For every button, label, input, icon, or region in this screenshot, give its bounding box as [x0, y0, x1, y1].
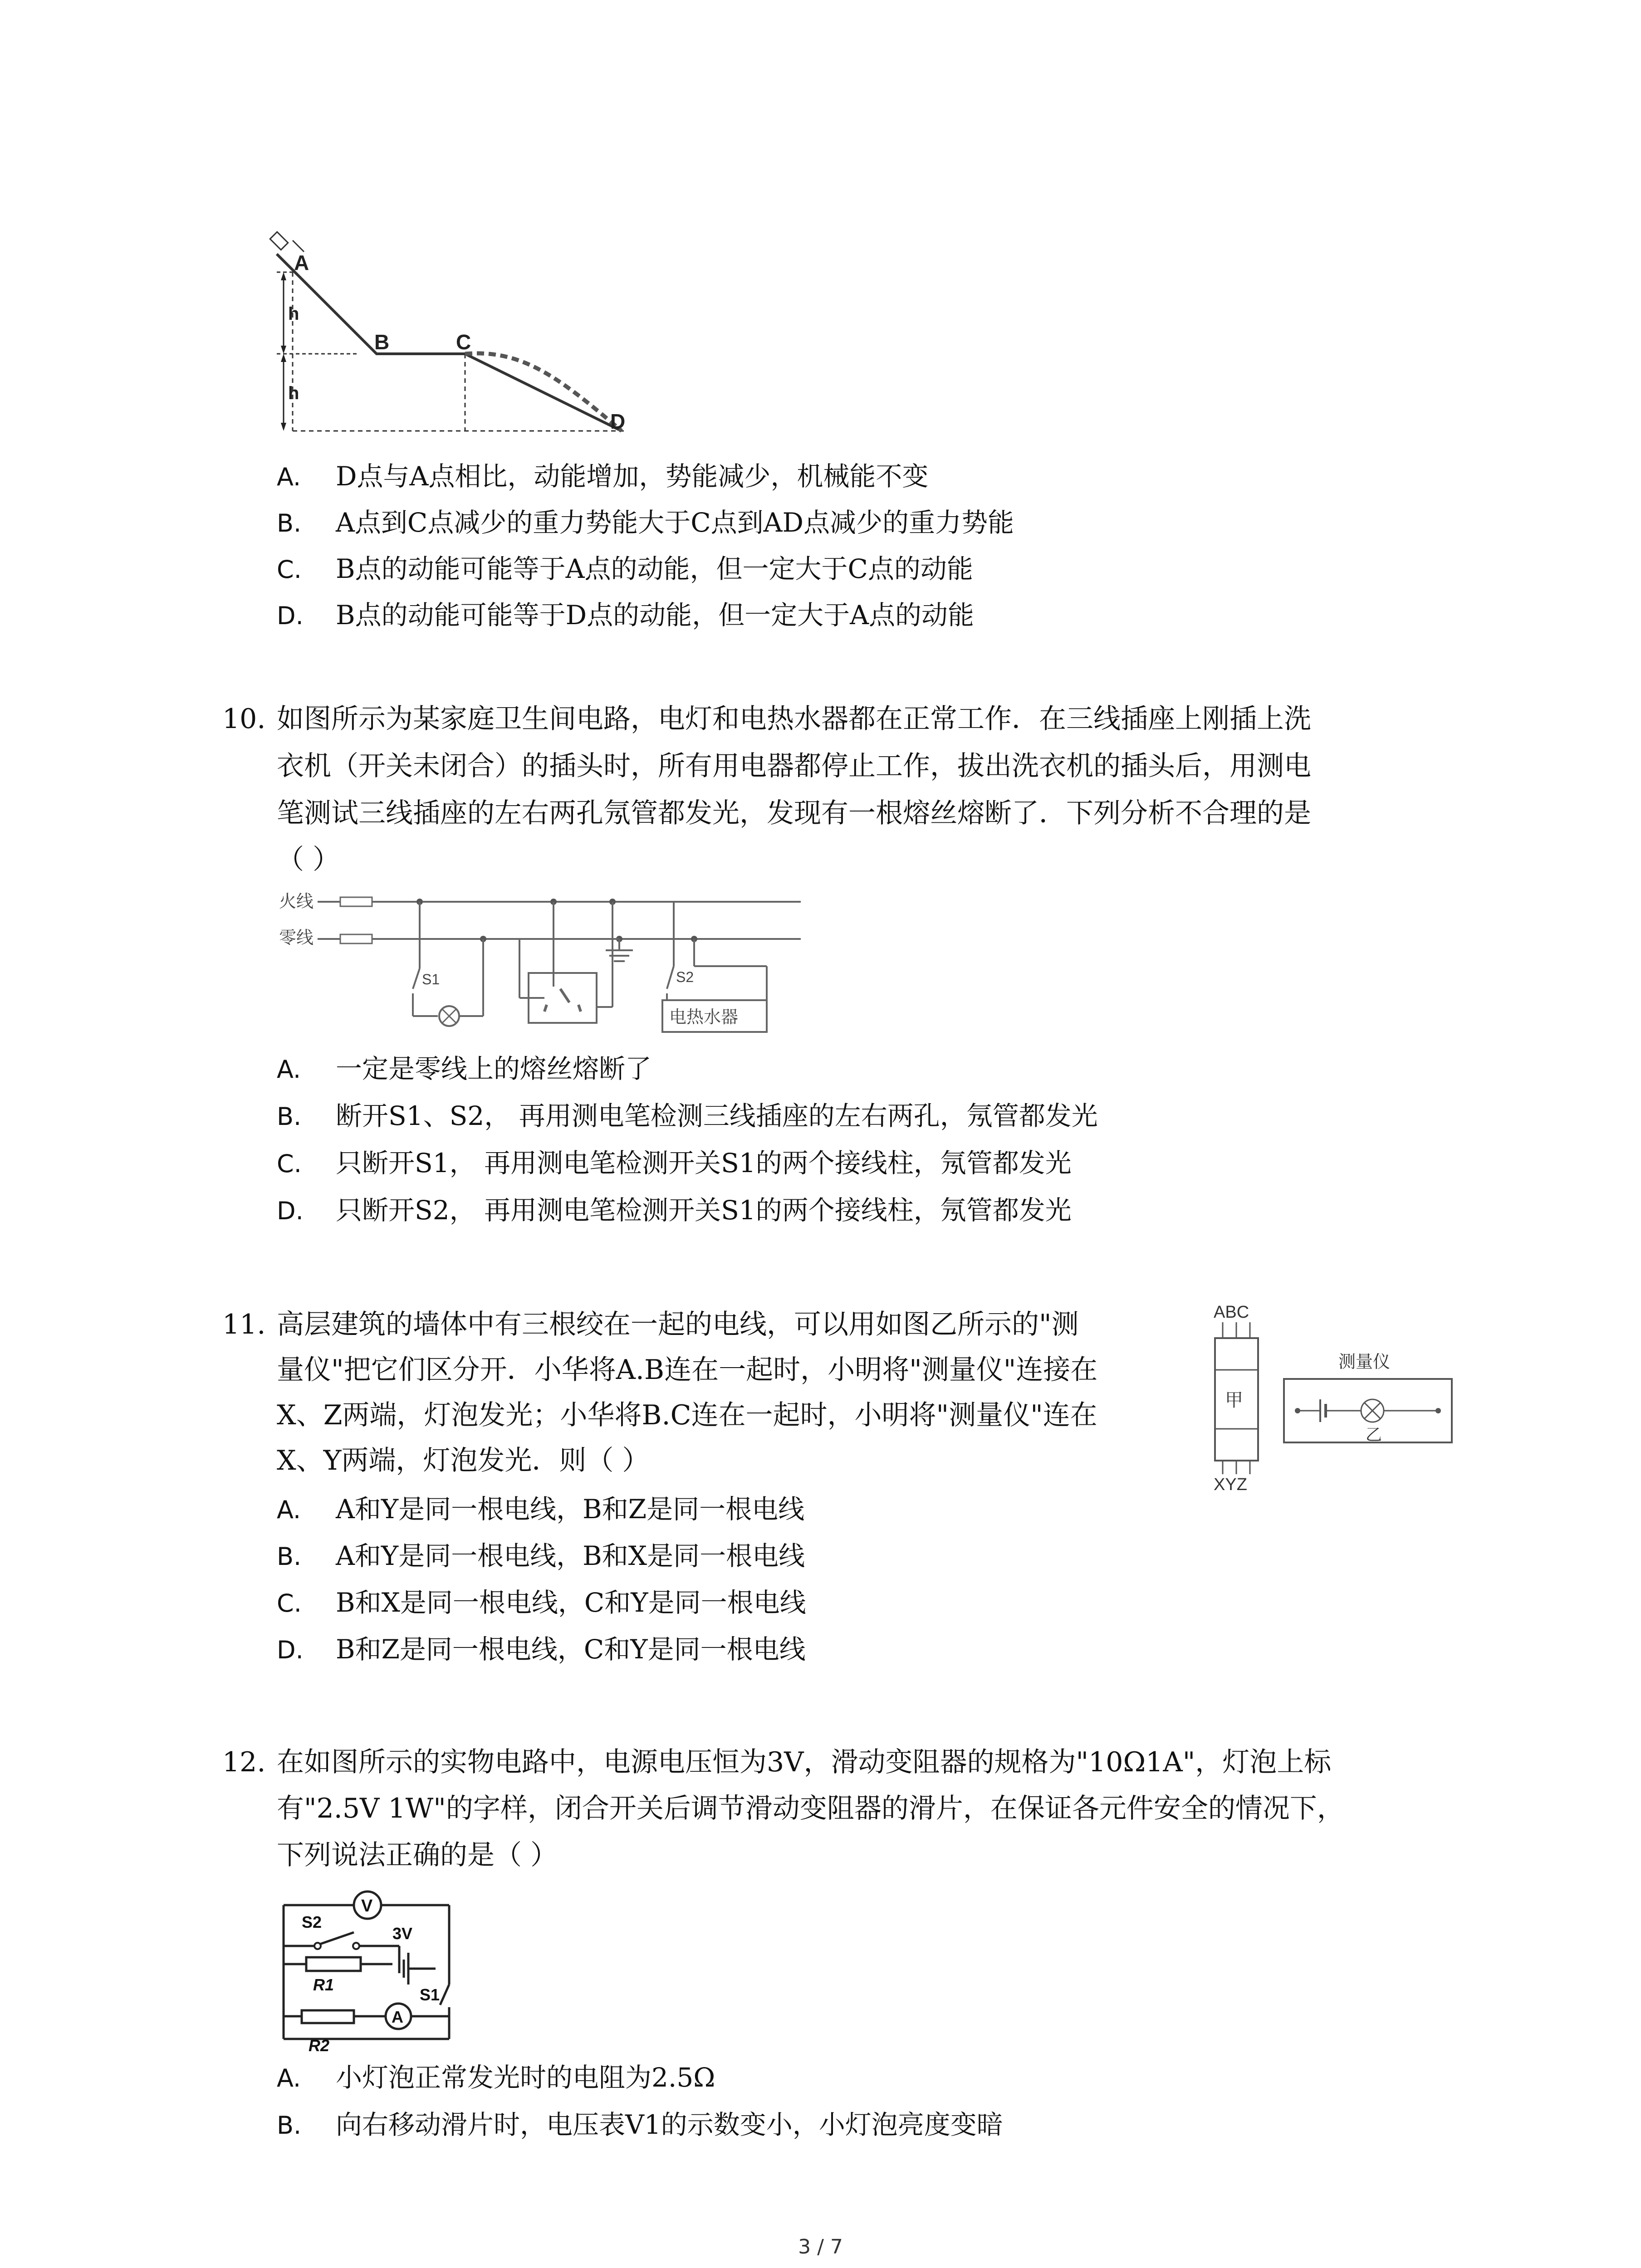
q9-option-d-text: B点的动能可能等于D点的动能，但一定大于A点的动能	[336, 600, 975, 631]
q11-option-c-letter: C.	[277, 1589, 302, 1618]
q12-option-b-letter: B.	[277, 2111, 302, 2140]
q11-option-c	[277, 1584, 806, 1622]
q11-option-d-text: B和Z是同一根电线，C和Y是同一根电线	[336, 1634, 806, 1665]
q10-option-d-letter: D.	[277, 1197, 304, 1225]
q12-option-a	[277, 2059, 715, 2097]
q11-option-a-text: A和Y是同一根电线，B和Z是同一根电线	[336, 1494, 805, 1525]
q9-option-c-letter: C.	[277, 555, 302, 584]
q10-stem-line-4: （ ）	[277, 844, 340, 875]
q11-option-b-letter: B.	[277, 1542, 302, 1571]
q10-option-d	[277, 1192, 1072, 1229]
resistor-r2	[302, 2010, 354, 2023]
q12-voltmeter-label: V	[361, 1897, 373, 1916]
q10-option-a-letter: A.	[277, 1055, 301, 1084]
q9-option-c	[277, 551, 973, 588]
q10-option-c	[277, 1145, 1072, 1182]
q9-option-b	[277, 504, 1014, 542]
q11-option-d-letter: D.	[277, 1636, 304, 1664]
q9-option-d-letter: D.	[277, 601, 304, 630]
q12-option-a-letter: A.	[277, 2064, 301, 2092]
q12-stem-line-3: 下列说法正确的是（ ）	[277, 1839, 558, 1871]
q12-circuit-figure	[277, 1882, 467, 2055]
q10-option-c-text: 只断开S1， 再用测电笔检测开关S1的两个接线柱，氖管都发光	[336, 1148, 1072, 1178]
q10-option-b-text: 断开S1、S2， 再用测电笔检测三线插座的左右两孔，氖管都发光	[336, 1100, 1098, 1131]
q9-label-b: B	[374, 330, 390, 354]
q9-option-b-text: A点到C点减少的重力势能大于C点到AD点减少的重力势能	[336, 507, 1014, 538]
q11-box-label: 甲	[1225, 1390, 1243, 1410]
q9-option-b-letter: B.	[277, 509, 302, 538]
q10-option-c-letter: C.	[277, 1149, 302, 1178]
q12-option-a-text: 小灯泡正常发光时的电阻为2.5Ω	[336, 2062, 715, 2093]
q11-option-d	[277, 1631, 806, 1668]
q10-stem-text-1: 如图所示为某家庭卫生间电路，电灯和电热水器都在正常工作．在三线插座上刚插上洗	[277, 703, 1311, 735]
q10-option-b-letter: B.	[277, 1102, 302, 1131]
q12-s1-label: S1	[420, 1985, 440, 2004]
resistor-r1	[306, 1957, 361, 1971]
q10-option-a-text: 一定是零线上的熔丝熔断了	[336, 1053, 652, 1084]
q12-option-b	[277, 2107, 1003, 2144]
page-number: 3 / 7	[798, 2235, 843, 2258]
q11-stem-text-1: 高层建筑的墙体中有三根绞在一起的电线，可以用如图乙所示的"测	[277, 1309, 1079, 1340]
q11-option-c-text: B和X是同一根电线，C和Y是同一根电线	[336, 1587, 806, 1618]
q12-stem-text-1: 在如图所示的实物电路中，电源电压恒为3V，滑动变阻器的规格为"10Ω1A"，灯泡上标	[277, 1746, 1332, 1778]
q12-s2-label: S2	[302, 1913, 322, 1931]
q12-option-b-text: 向右移动滑片时，电压表V1的示数变小，小灯泡亮度变暗	[336, 2109, 1003, 2140]
q10-s2-label: S2	[676, 969, 694, 985]
q11-meter-label: 乙	[1366, 1425, 1382, 1444]
q10-option-a	[277, 1051, 652, 1088]
q10-option-d-text: 只断开S2， 再用测电笔检测开关S1的两个接线柱，氖管都发光	[336, 1195, 1072, 1226]
q9-label-d: D	[610, 410, 626, 433]
q12-stem-line-1	[222, 1744, 1331, 1780]
q11-stem-line-4: X、Y两端，灯泡发光．则（ ）	[277, 1445, 650, 1476]
q10-s1-label: S1	[422, 971, 440, 987]
q12-voltage-label: 3V	[392, 1924, 413, 1943]
q9-option-c-text: B点的动能可能等于A点的动能，但一定大于C点的动能	[336, 553, 973, 584]
q12-number: 12.	[222, 1746, 266, 1778]
q9-label-a: A	[294, 251, 309, 274]
q9-option-d	[277, 597, 974, 634]
q11-bottom-terminals: XYZ	[1214, 1475, 1247, 1492]
q11-option-a	[277, 1491, 804, 1528]
q9-option-a	[277, 458, 928, 495]
q12-ammeter-label: A	[392, 2008, 403, 2026]
q11-number: 11.	[222, 1309, 266, 1340]
q11-stem-line-3: X、Z两端，灯泡发光；小华将B.C连在一起时，小明将"测量仪"连在	[277, 1399, 1097, 1431]
live-fuse	[340, 897, 372, 906]
q9-ramp-figure	[268, 227, 640, 445]
q10-neutral-wire-label: 零线	[279, 929, 314, 948]
q10-stem-line-3: 笔测试三线插座的左右两孔氖管都发光，发现有一根熔丝熔断了．下列分析不合理的是	[277, 797, 1311, 829]
q9-label-h-upper: h	[288, 304, 299, 324]
q11-stem-line-1	[222, 1306, 1079, 1343]
q10-live-wire-label: 火线	[279, 892, 314, 911]
q9-option-a-letter: A.	[277, 463, 301, 491]
q11-option-b-text: A和Y是同一根电线，B和X是同一根电线	[336, 1540, 805, 1571]
q10-circuit-figure	[274, 885, 810, 1039]
q11-stem-line-2: 量仪"把它们区分开．小华将A.B连在一起时，小明将"测量仪"连接在	[277, 1354, 1098, 1386]
q12-r1-label: R1	[313, 1975, 334, 1994]
q10-stem-line-2: 衣机（开关未闭合）的插头时，所有用电器都停止工作，拔出洗衣机的插头后，用测电	[277, 750, 1311, 782]
q10-number: 10.	[222, 703, 266, 735]
q11-meter-figure	[1207, 1297, 1461, 1492]
q12-r2-label: R2	[309, 2036, 330, 2055]
q11-option-a-letter: A.	[277, 1496, 301, 1524]
q9-option-a-text: D点与A点相比，动能增加，势能减少，机械能不变	[336, 461, 929, 492]
q10-heater-label: 电热水器	[669, 1008, 739, 1027]
q9-label-h-lower: h	[288, 383, 299, 403]
q10-stem-line-1	[222, 701, 1311, 737]
q10-option-b	[277, 1098, 1098, 1135]
q11-option-b	[277, 1538, 805, 1575]
neutral-fuse	[340, 934, 372, 943]
q11-top-terminals: ABC	[1214, 1303, 1249, 1322]
q11-meter-title: 测量仪	[1338, 1353, 1391, 1372]
q9-label-c: C	[456, 330, 471, 354]
q12-stem-line-2: 有"2.5V 1W"的字样，闭合开关后调节滑动变阻器的滑片，在保证各元件安全的情况下，	[277, 1793, 1344, 1824]
